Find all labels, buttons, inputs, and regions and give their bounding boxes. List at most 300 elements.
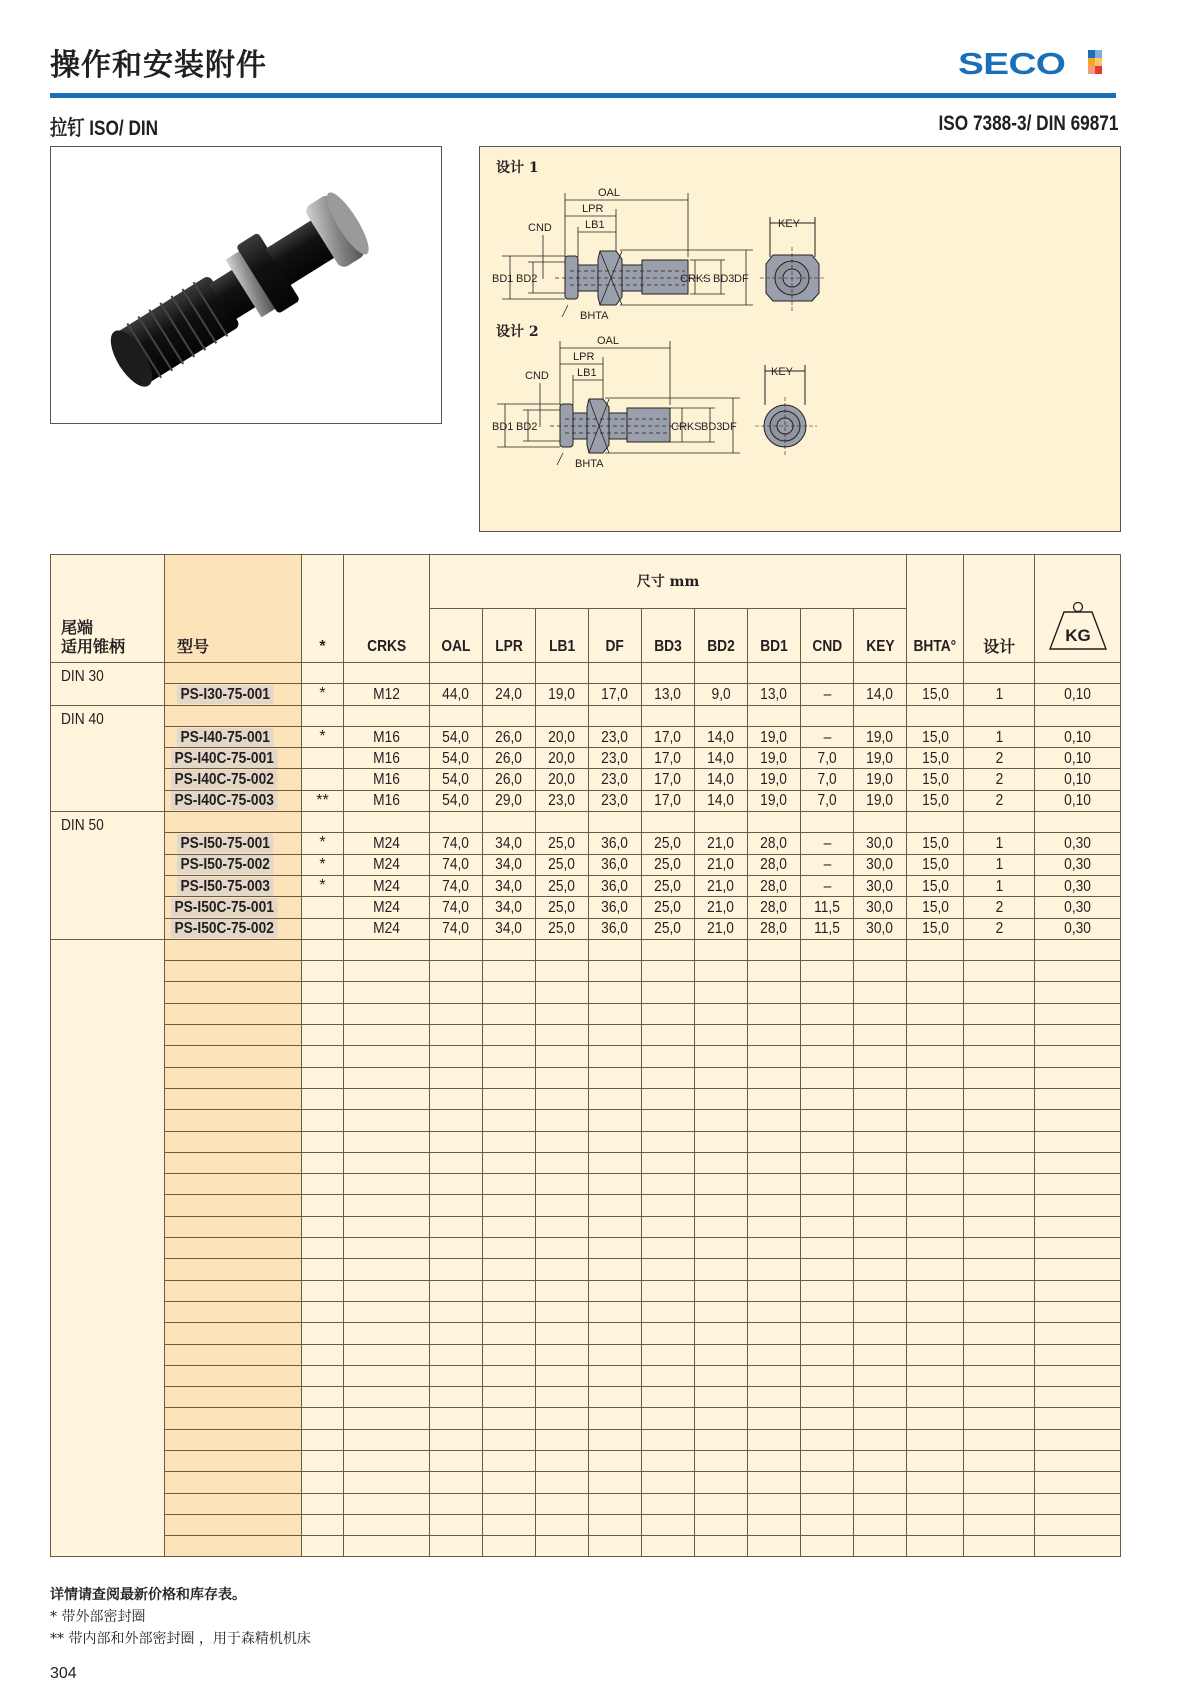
empty-cell bbox=[536, 1280, 589, 1301]
empty-cell bbox=[536, 663, 589, 684]
model-cell[interactable] bbox=[165, 790, 302, 811]
empty-cell bbox=[907, 1238, 964, 1259]
key-value: 19,0 bbox=[866, 792, 894, 810]
empty-cell bbox=[344, 1536, 430, 1557]
empty-cell bbox=[483, 1131, 536, 1152]
table-row[interactable] bbox=[51, 684, 1121, 705]
empty-cell bbox=[748, 1323, 801, 1344]
model-cell bbox=[165, 1514, 302, 1535]
table-row[interactable] bbox=[51, 833, 1121, 854]
empty-cell bbox=[854, 1536, 907, 1557]
empty-cell bbox=[748, 1131, 801, 1152]
empty-cell bbox=[801, 663, 854, 684]
empty-cell bbox=[642, 1493, 695, 1514]
empty-cell bbox=[695, 1195, 748, 1216]
empty-cell bbox=[854, 1280, 907, 1301]
table-row[interactable] bbox=[51, 769, 1121, 790]
bhta-cell bbox=[907, 769, 964, 790]
empty-cell bbox=[589, 1514, 642, 1535]
empty-cell bbox=[344, 1195, 430, 1216]
empty-cell bbox=[695, 1408, 748, 1429]
oal-value: 54,0 bbox=[442, 749, 470, 767]
bd2-cell bbox=[695, 833, 748, 854]
empty-cell bbox=[907, 812, 964, 833]
model-cell bbox=[165, 1067, 302, 1088]
empty-cell bbox=[1035, 1408, 1121, 1429]
empty-cell bbox=[344, 1450, 430, 1471]
empty-cell bbox=[483, 663, 536, 684]
empty-row bbox=[51, 1216, 1121, 1237]
design-cell bbox=[964, 790, 1035, 811]
model-cell[interactable] bbox=[165, 918, 302, 939]
empty-cell bbox=[695, 939, 748, 960]
empty-cell bbox=[964, 1344, 1035, 1365]
lb1-value: 23,0 bbox=[548, 792, 576, 810]
model-cell[interactable] bbox=[165, 726, 302, 747]
lpr-cell bbox=[483, 897, 536, 918]
table-row[interactable] bbox=[51, 790, 1121, 811]
lpr-value: 26,0 bbox=[495, 728, 523, 746]
empty-row bbox=[51, 1046, 1121, 1067]
empty-cell bbox=[1035, 1536, 1121, 1557]
key-value: 19,0 bbox=[866, 728, 894, 746]
oal-value: 54,0 bbox=[442, 728, 470, 746]
empty-cell bbox=[430, 812, 483, 833]
empty-cell bbox=[801, 1238, 854, 1259]
lpr-cell bbox=[483, 726, 536, 747]
empty-cell bbox=[344, 663, 430, 684]
empty-cell bbox=[302, 1174, 344, 1195]
oal-cell bbox=[430, 833, 483, 854]
model-cell[interactable] bbox=[165, 854, 302, 875]
empty-cell bbox=[907, 1536, 964, 1557]
model-cell[interactable] bbox=[165, 833, 302, 854]
empty-cell bbox=[801, 1472, 854, 1493]
key-value: 19,0 bbox=[866, 771, 894, 789]
empty-cell bbox=[854, 1088, 907, 1109]
empty-cell bbox=[748, 1003, 801, 1024]
empty-cell bbox=[907, 1216, 964, 1237]
bd1-cell bbox=[748, 748, 801, 769]
bhta-cell bbox=[907, 726, 964, 747]
oal-value: 54,0 bbox=[442, 771, 470, 789]
empty-cell bbox=[302, 982, 344, 1003]
bd3-cell bbox=[642, 748, 695, 769]
empty-row bbox=[51, 1323, 1121, 1344]
empty-cell bbox=[344, 1088, 430, 1109]
model-cell bbox=[165, 1046, 302, 1067]
model-number[interactable]: PS-I50-75-003 bbox=[177, 877, 273, 896]
empty-cell bbox=[964, 1216, 1035, 1237]
product-photo bbox=[50, 146, 442, 424]
empty-cell bbox=[430, 1365, 483, 1386]
dim-header-label: LB1 bbox=[548, 638, 575, 655]
empty-cell bbox=[536, 1301, 589, 1322]
empty-cell bbox=[430, 1025, 483, 1046]
empty-cell bbox=[483, 1408, 536, 1429]
empty-cell bbox=[430, 1408, 483, 1429]
empty-cell bbox=[748, 705, 801, 726]
kg-value: 0,30 bbox=[1064, 920, 1091, 938]
empty-cell bbox=[854, 1408, 907, 1429]
empty-cell bbox=[642, 1259, 695, 1280]
oal-value: 74,0 bbox=[442, 877, 470, 895]
design-value: 1 bbox=[995, 835, 1003, 853]
design-1-label: 设计 1 bbox=[496, 160, 539, 176]
empty-cell bbox=[801, 1003, 854, 1024]
empty-cell bbox=[430, 705, 483, 726]
empty-cell bbox=[1035, 1174, 1121, 1195]
empty-cell bbox=[642, 1408, 695, 1429]
cnd-value: – bbox=[823, 685, 831, 703]
empty-cell bbox=[302, 961, 344, 982]
model-cell bbox=[165, 1025, 302, 1046]
bhta-cell bbox=[907, 833, 964, 854]
crks-value: M24 bbox=[373, 856, 400, 874]
empty-cell bbox=[344, 1323, 430, 1344]
lpr-value: 26,0 bbox=[495, 749, 523, 767]
empty-cell bbox=[536, 1046, 589, 1067]
empty-cell bbox=[854, 1152, 907, 1173]
bhta-value: 15,0 bbox=[921, 792, 949, 810]
bd2-cell bbox=[695, 918, 748, 939]
bd1-cell bbox=[748, 726, 801, 747]
lpr-cell bbox=[483, 875, 536, 896]
empty-cell bbox=[907, 705, 964, 726]
empty-cell bbox=[695, 1025, 748, 1046]
shank-group-label bbox=[51, 663, 165, 706]
empty-cell bbox=[344, 1067, 430, 1088]
cnd-cell bbox=[801, 790, 854, 811]
bd1-value: 28,0 bbox=[760, 856, 788, 874]
empty-cell bbox=[430, 1152, 483, 1173]
empty-cell bbox=[589, 1067, 642, 1088]
model-cell[interactable] bbox=[165, 748, 302, 769]
empty-cell bbox=[695, 1110, 748, 1131]
empty-cell bbox=[964, 1323, 1035, 1344]
seal-marker-cell: * bbox=[302, 854, 344, 875]
logo-square bbox=[1088, 58, 1095, 66]
bhta-value: 15,0 bbox=[921, 771, 949, 789]
svg-text:OAL: OAL bbox=[598, 187, 621, 199]
design-cell bbox=[964, 748, 1035, 769]
seal-marker-cell: * bbox=[302, 726, 344, 747]
model-number[interactable]: PS-I50C-75-002 bbox=[171, 919, 277, 938]
bhta-value: 15,0 bbox=[921, 898, 949, 916]
empty-cell bbox=[589, 1110, 642, 1131]
price-stock-note: 详情请查阅最新价格和库存表。 bbox=[50, 1587, 246, 1603]
oal-cell bbox=[430, 854, 483, 875]
df-value: 36,0 bbox=[601, 920, 629, 938]
empty-cell bbox=[483, 1067, 536, 1088]
empty-cell bbox=[748, 1025, 801, 1046]
lpr-value: 34,0 bbox=[495, 898, 523, 916]
df-value: 36,0 bbox=[601, 856, 629, 874]
shank-group-name: DIN 40 bbox=[61, 710, 104, 728]
empty-cell bbox=[964, 982, 1035, 1003]
lpr-cell bbox=[483, 748, 536, 769]
empty-cell bbox=[483, 1301, 536, 1322]
lb1-value: 25,0 bbox=[548, 920, 576, 938]
empty-cell bbox=[801, 1259, 854, 1280]
empty-cell bbox=[536, 1536, 589, 1557]
col-header-lpr bbox=[483, 609, 536, 663]
empty-cell bbox=[642, 1195, 695, 1216]
svg-text:BD2: BD2 bbox=[516, 421, 538, 433]
model-cell bbox=[165, 812, 302, 833]
model-cell[interactable] bbox=[165, 684, 302, 705]
oal-value: 74,0 bbox=[442, 920, 470, 938]
lb1-value: 20,0 bbox=[548, 771, 576, 789]
model-number[interactable]: PS-I30-75-001 bbox=[177, 685, 273, 704]
empty-cell bbox=[907, 1429, 964, 1450]
logo-square bbox=[1095, 58, 1102, 66]
model-number[interactable]: PS-I50-75-002 bbox=[177, 855, 273, 874]
col-header-shank bbox=[51, 555, 165, 663]
logo-square bbox=[1088, 50, 1095, 58]
empty-cell bbox=[302, 1259, 344, 1280]
empty-row bbox=[51, 939, 1121, 960]
empty-cell bbox=[854, 1344, 907, 1365]
crks-header-label: CRKS bbox=[367, 638, 406, 655]
empty-cell bbox=[589, 1131, 642, 1152]
model-cell[interactable] bbox=[165, 769, 302, 790]
lpr-value: 34,0 bbox=[495, 877, 523, 895]
svg-text:KG: KG bbox=[1064, 626, 1091, 645]
cnd-cell bbox=[801, 897, 854, 918]
cnd-cell bbox=[801, 833, 854, 854]
empty-cell bbox=[344, 1387, 430, 1408]
empty-cell bbox=[854, 1301, 907, 1322]
logo-square bbox=[1095, 50, 1102, 58]
empty-row bbox=[51, 1472, 1121, 1493]
lb1-value: 25,0 bbox=[548, 856, 576, 874]
empty-cell bbox=[801, 1174, 854, 1195]
table-row[interactable] bbox=[51, 918, 1121, 939]
model-cell bbox=[165, 1536, 302, 1557]
design-value: 2 bbox=[995, 898, 1003, 916]
empty-cell bbox=[907, 1514, 964, 1535]
bd3-value: 17,0 bbox=[654, 771, 682, 789]
empty-row bbox=[51, 1344, 1121, 1365]
empty-cell bbox=[536, 982, 589, 1003]
logo-squares-icon bbox=[1088, 50, 1102, 74]
empty-cell bbox=[302, 1216, 344, 1237]
bd3-cell bbox=[642, 790, 695, 811]
kg-value: 0,10 bbox=[1064, 749, 1091, 767]
crks-value: M16 bbox=[373, 771, 400, 789]
empty-cell bbox=[1035, 1067, 1121, 1088]
empty-cell bbox=[801, 1536, 854, 1557]
empty-cell bbox=[748, 1088, 801, 1109]
empty-cell bbox=[344, 1280, 430, 1301]
weight-kg-icon bbox=[1046, 601, 1110, 653]
empty-cell bbox=[854, 982, 907, 1003]
empty-cell bbox=[589, 1387, 642, 1408]
oal-cell bbox=[430, 748, 483, 769]
empty-cell bbox=[430, 1472, 483, 1493]
empty-cell bbox=[801, 1344, 854, 1365]
crks-value: M12 bbox=[373, 685, 400, 703]
empty-cell bbox=[642, 1365, 695, 1386]
empty-cell bbox=[589, 1238, 642, 1259]
empty-cell bbox=[344, 939, 430, 960]
model-number[interactable]: PS-I40C-75-003 bbox=[171, 791, 277, 810]
empty-cell bbox=[964, 1387, 1035, 1408]
model-cell bbox=[165, 1280, 302, 1301]
model-number[interactable]: PS-I40C-75-002 bbox=[171, 770, 277, 789]
empty-cell bbox=[801, 1514, 854, 1535]
key-cell bbox=[854, 769, 907, 790]
empty-cell bbox=[801, 1046, 854, 1067]
empty-cell bbox=[642, 1429, 695, 1450]
model-cell[interactable] bbox=[165, 875, 302, 896]
shank-group-name: DIN 30 bbox=[61, 668, 104, 685]
empty-cell bbox=[302, 1088, 344, 1109]
empty-cell bbox=[344, 982, 430, 1003]
empty-cell bbox=[483, 1195, 536, 1216]
empty-cell bbox=[536, 939, 589, 960]
empty-cell bbox=[302, 1046, 344, 1067]
key-cell bbox=[854, 726, 907, 747]
lb1-value: 25,0 bbox=[548, 835, 576, 853]
model-cell bbox=[165, 1152, 302, 1173]
key-value: 30,0 bbox=[866, 898, 894, 916]
empty-cell bbox=[589, 982, 642, 1003]
cnd-value: – bbox=[823, 856, 831, 874]
lb1-value: 20,0 bbox=[548, 728, 576, 746]
empty-cell bbox=[344, 1365, 430, 1386]
bd2-value: 21,0 bbox=[707, 835, 735, 853]
cnd-value: 7,0 bbox=[817, 792, 837, 810]
empty-cell bbox=[748, 1280, 801, 1301]
lb1-value: 25,0 bbox=[548, 877, 576, 895]
seal-marker-cell bbox=[302, 897, 344, 918]
kg-value: 0,10 bbox=[1064, 728, 1091, 746]
empty-cell bbox=[964, 1493, 1035, 1514]
empty-cell bbox=[695, 1088, 748, 1109]
empty-cell bbox=[1035, 1025, 1121, 1046]
bhta-cell bbox=[907, 897, 964, 918]
cnd-value: – bbox=[823, 728, 831, 746]
empty-cell bbox=[907, 1365, 964, 1386]
empty-cell bbox=[302, 1003, 344, 1024]
empty-cell bbox=[344, 1408, 430, 1429]
df-cell bbox=[589, 769, 642, 790]
header-rule bbox=[50, 93, 1116, 98]
oal-value: 74,0 bbox=[442, 835, 470, 853]
empty-cell bbox=[344, 1216, 430, 1237]
empty-cell bbox=[589, 1429, 642, 1450]
empty-cell bbox=[642, 1301, 695, 1322]
empty-cell bbox=[536, 1174, 589, 1195]
empty-cell bbox=[964, 1365, 1035, 1386]
empty-cell bbox=[748, 1536, 801, 1557]
empty-cell bbox=[642, 961, 695, 982]
kg-value: 0,30 bbox=[1064, 856, 1091, 874]
cnd-cell bbox=[801, 918, 854, 939]
model-cell bbox=[165, 1174, 302, 1195]
empty-row bbox=[51, 982, 1121, 1003]
empty-cell bbox=[907, 1110, 964, 1131]
empty-cell bbox=[964, 1195, 1035, 1216]
empty-cell bbox=[302, 1195, 344, 1216]
empty-row bbox=[51, 1387, 1121, 1408]
empty-cell bbox=[907, 663, 964, 684]
bd2-cell bbox=[695, 748, 748, 769]
empty-cell bbox=[964, 705, 1035, 726]
lpr-cell bbox=[483, 769, 536, 790]
empty-cell bbox=[302, 1387, 344, 1408]
cnd-cell bbox=[801, 684, 854, 705]
bd3-value: 25,0 bbox=[654, 856, 682, 874]
table-row[interactable] bbox=[51, 854, 1121, 875]
table-row[interactable] bbox=[51, 897, 1121, 918]
empty-cell bbox=[430, 1174, 483, 1195]
empty-cell bbox=[430, 1280, 483, 1301]
bd2-cell bbox=[695, 854, 748, 875]
col-header-star: * bbox=[302, 555, 344, 663]
empty-cell bbox=[801, 1280, 854, 1301]
table-row[interactable] bbox=[51, 748, 1121, 769]
crks-cell bbox=[344, 769, 430, 790]
empty-row bbox=[51, 1536, 1121, 1557]
lb1-cell bbox=[536, 875, 589, 896]
empty-cell bbox=[589, 1365, 642, 1386]
empty-cell bbox=[536, 1131, 589, 1152]
bd3-value: 17,0 bbox=[654, 728, 682, 746]
logo-square bbox=[1088, 66, 1095, 74]
model-number[interactable]: PS-I40C-75-001 bbox=[171, 749, 277, 768]
empty-cell bbox=[483, 1110, 536, 1131]
empty-cell bbox=[1035, 1088, 1121, 1109]
svg-text:DF: DF bbox=[734, 273, 749, 285]
key-cell bbox=[854, 833, 907, 854]
empty-row bbox=[51, 1174, 1121, 1195]
bhta-cell bbox=[907, 918, 964, 939]
svg-text:OAL: OAL bbox=[597, 335, 620, 347]
model-cell bbox=[165, 1301, 302, 1322]
empty-cell bbox=[1035, 1429, 1121, 1450]
model-number[interactable]: PS-I50-75-001 bbox=[177, 834, 273, 853]
empty-cell bbox=[1035, 1514, 1121, 1535]
empty-cell bbox=[536, 1067, 589, 1088]
cnd-cell bbox=[801, 854, 854, 875]
lb1-value: 20,0 bbox=[548, 749, 576, 767]
design-2-label: 设计 2 bbox=[496, 324, 539, 340]
empty-cell bbox=[430, 1046, 483, 1067]
empty-cell bbox=[483, 1046, 536, 1067]
svg-text:CRKS: CRKS bbox=[680, 273, 711, 285]
bd2-cell bbox=[695, 875, 748, 896]
empty-row bbox=[51, 1450, 1121, 1471]
table-row[interactable] bbox=[51, 726, 1121, 747]
df-cell bbox=[589, 875, 642, 896]
design-value: 1 bbox=[995, 877, 1003, 895]
dim-header-label: OAL bbox=[441, 638, 471, 655]
empty-row bbox=[51, 1301, 1121, 1322]
model-cell[interactable] bbox=[165, 897, 302, 918]
cnd-value: 11,5 bbox=[814, 920, 840, 938]
design-value: 1 bbox=[995, 728, 1003, 746]
model-number[interactable]: PS-I40-75-001 bbox=[177, 728, 273, 747]
model-number[interactable]: PS-I50C-75-001 bbox=[171, 898, 277, 917]
empty-cell bbox=[589, 1493, 642, 1514]
empty-cell bbox=[907, 1152, 964, 1173]
empty-cell bbox=[854, 705, 907, 726]
bd2-value: 14,0 bbox=[707, 749, 735, 767]
table-row[interactable] bbox=[51, 875, 1121, 896]
